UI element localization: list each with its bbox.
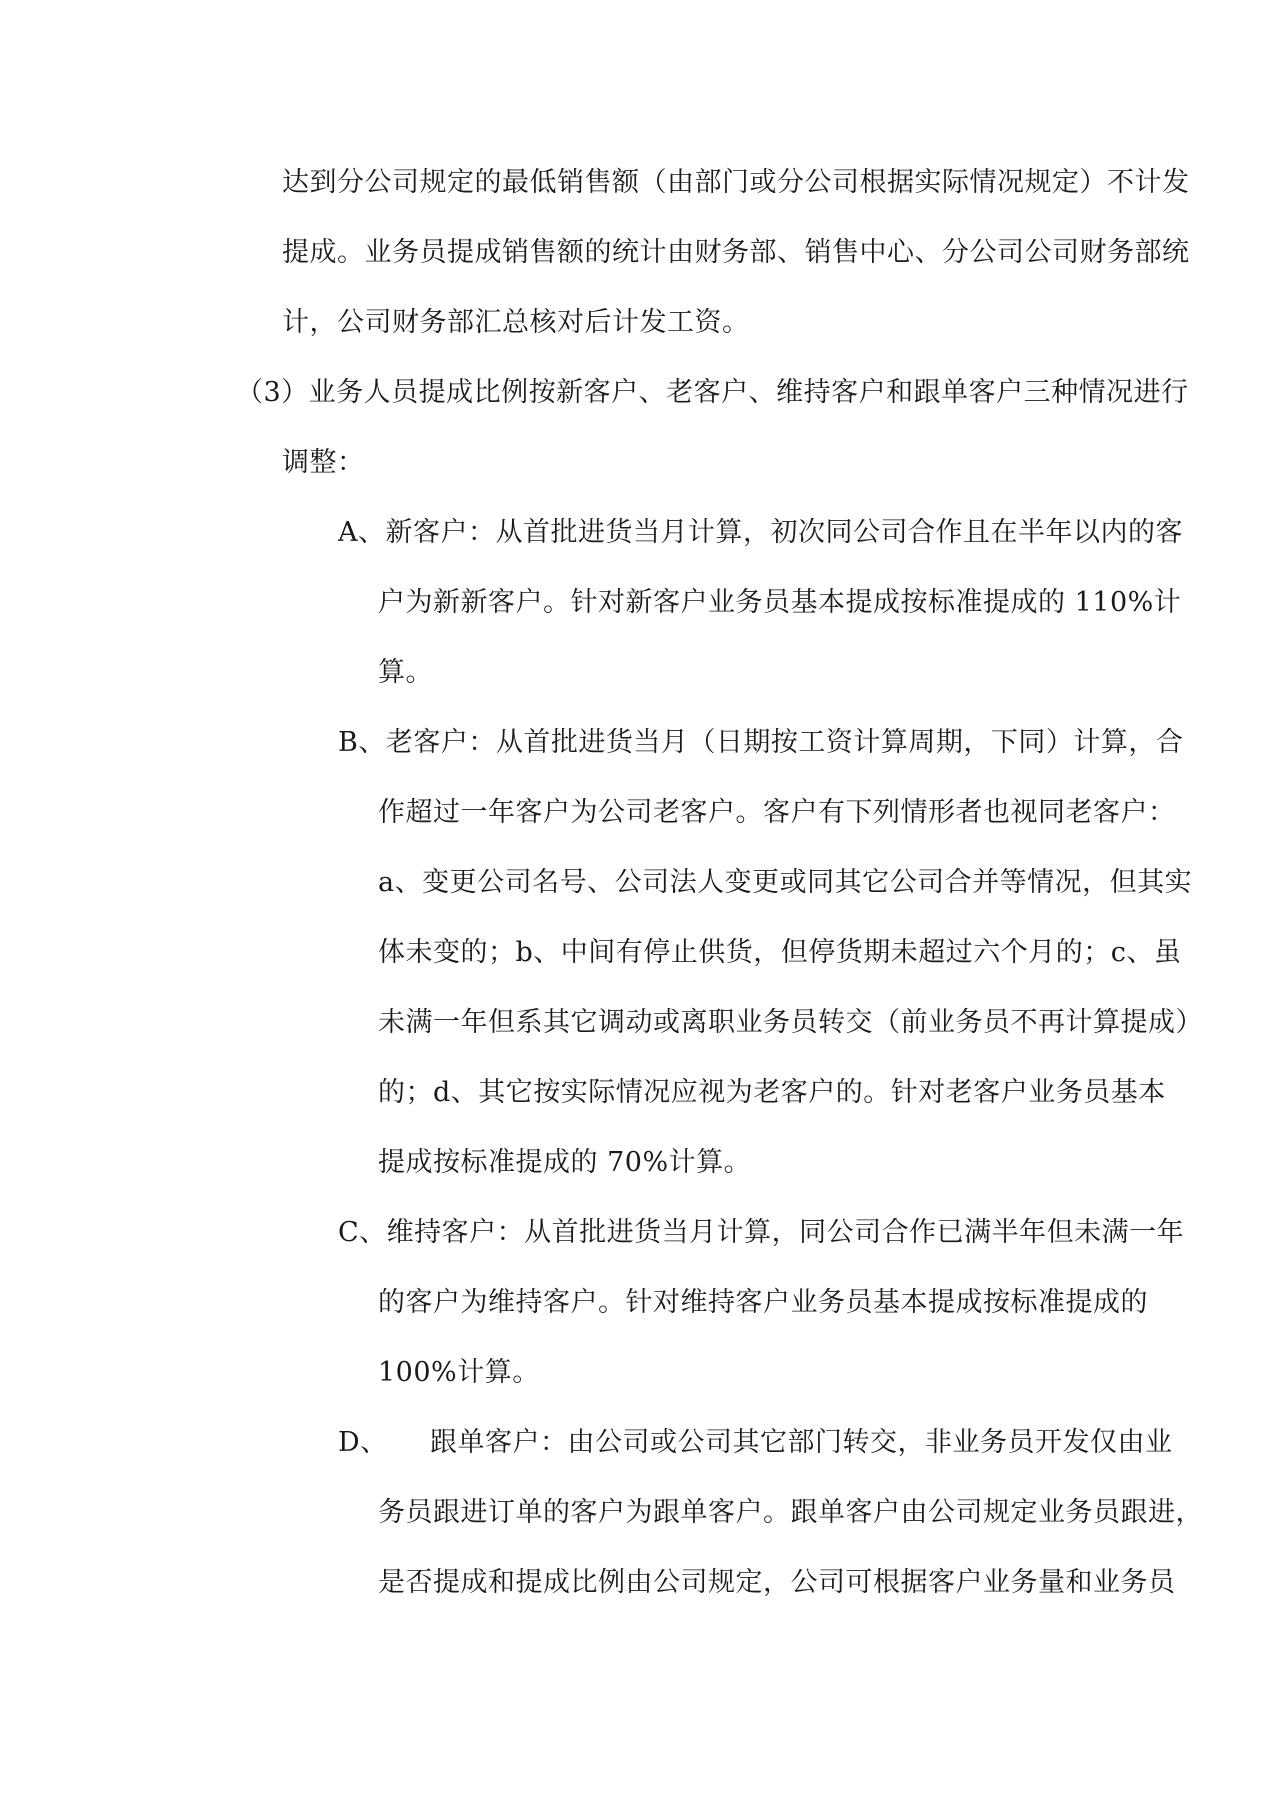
- text-line: 100%计算。: [378, 1357, 540, 1388]
- text-line: 的；d、其它按实际情况应视为老客户的。针对老客户业务员基本: [378, 1077, 1166, 1108]
- item-c-heading: C、维持客户：从首批进货当月计算，同公司合作已满半年但未满一年: [338, 1217, 1185, 1248]
- text-line: 作超过一年客户为公司老客户。客户有下列情形者也视同老客户：: [378, 797, 1176, 828]
- item-d-prefix: D、: [338, 1427, 388, 1458]
- text-line: 的客户为维持客户。针对维持客户业务员基本提成按标准提成的: [378, 1287, 1148, 1318]
- text-line: 提成。业务员提成销售额的统计由财务部、销售中心、分公司公司财务部统: [282, 237, 1190, 268]
- text-line: 提成按标准提成的 70%计算。: [378, 1147, 752, 1178]
- text-line: 户为新新客户。针对新客户业务员基本提成按标准提成的 110%计: [378, 587, 1182, 618]
- text-line: 算。: [378, 657, 433, 688]
- item-a-heading: A、新客户：从首批进货当月计算，初次同公司合作且在半年以内的客: [338, 517, 1183, 548]
- text-line: 务员跟进订单的客户为跟单客户。跟单客户由公司规定业务员跟进，: [378, 1497, 1203, 1528]
- text-line: 体未变的；b、中间有停止供货，但停货期未超过六个月的；c、虽: [378, 937, 1182, 968]
- text-line: 调整：: [282, 447, 365, 478]
- section-3-heading: （3）业务人员提成比例按新客户、老客户、维持客户和跟单客户三种情况进行: [236, 377, 1189, 408]
- text-line: 计，公司财务部汇总核对后计发工资。: [282, 307, 750, 338]
- text-line: 是否提成和提成比例由公司规定，公司可根据客户业务量和业务员: [378, 1567, 1176, 1598]
- item-b-heading: B、老客户：从首批进货当月（日期按工资计算周期，下同）计算，合: [338, 727, 1184, 758]
- item-d-text: 跟单客户：由公司或公司其它部门转交，非业务员开发仅由业: [430, 1427, 1173, 1458]
- text-line: 达到分公司规定的最低销售额（由部门或分公司根据实际情况规定）不计发: [282, 167, 1190, 198]
- text-line: 未满一年但系其它调动或离职业务员转交（前业务员不再计算提成）: [378, 1007, 1203, 1038]
- item-d-heading: [338, 1425, 1173, 1461]
- text-line: a、变更公司名号、公司法人变更或同其它公司合并等情况，但其实: [378, 867, 1193, 898]
